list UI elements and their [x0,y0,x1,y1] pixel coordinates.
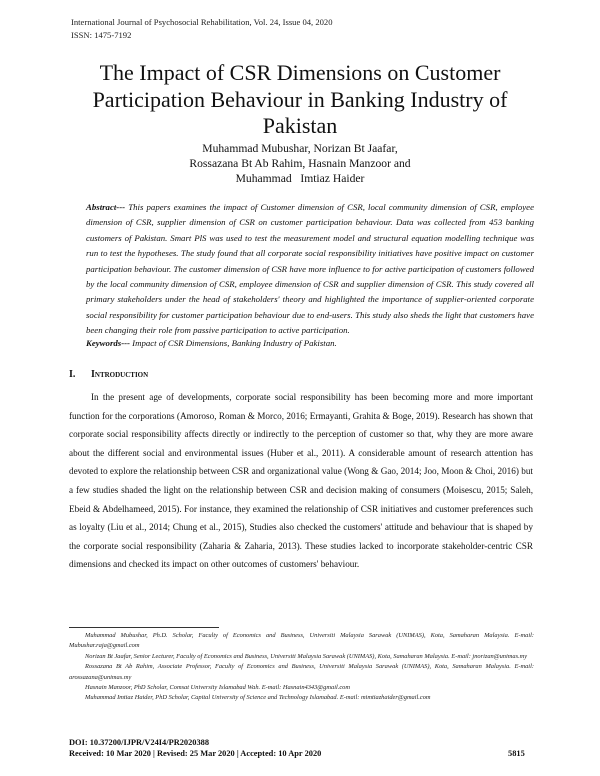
running-header [71,16,333,41]
footnote-divider [69,627,219,628]
issn: ISSN: 1475-7192 [71,29,132,40]
body-text [69,388,533,574]
section-heading [69,368,148,382]
title-line: Pakistan [262,113,338,138]
received-dates: Received: 10 Mar 2020 | Revised: 25 Mar 2020 | Accepted: 10 Apr 2020 [69,749,322,758]
keywords-text: Impact of CSR Dimensions, Banking Industry of Pakistan. [129,338,337,348]
footnote: Norizan Bt Jaafar, Senior Lecturer, Faculty of Economics and Business, Universiti Malaysia Sarawak (UNIMAS), Kota, Samaharan Malaysia. E-mail: jnorizan@unimas.my [85,652,528,660]
section-number: I. [69,369,76,380]
author-line: Rossazana Bt Ab Rahim, Hasnain Manzoor and [189,157,411,171]
abstract-label: Abstract--- [86,202,126,212]
author-line: Muhammad Imtiaz Haider [235,172,365,186]
paper-title [50,60,550,140]
footnote: Muhammad Imtiaz Haider, PhD Scholar, Capital University of Science and Technology Islamabad. E-mail: mimtiazhaider@gmail.com [85,694,431,702]
keywords-label: Keywords--- [86,338,130,348]
footnote: Hasnain Manzoor, PhD Scholar, Comsat University Islamabad Wah. E-mail: Hasnain4343@gmail.com [85,684,350,692]
footnote: Rossazana Bt Ab Rahim, Associate Professor, Faculty of Economics and Business, Universiti Malaysia Sarawak (UNIMAS), Kota, Samaharan Malaysia. E-mail: arossazana@unimas.my [69,663,534,681]
footnote: Muhammad Mubushar, Ph.D. Scholar, Faculty of Economics and Business, Universiti Malaysia Sarawak (UNIMAS), Kota, Samaharan Malaysia. E-mail: Mubushar.raja@gmail.com [69,632,534,650]
page-number: 5815 [508,749,525,758]
author-line: Muhammad Mubushar, Norizan Bt Jaafar, [202,142,398,155]
keywords [86,336,534,350]
journal-citation: International Journal of Psychosocial Rehabilitation, Vol. 24, Issue 04, 2020 [71,17,333,27]
abstract [86,200,534,339]
abstract-text: This papers examines the impact of Customer dimension of CSR, local community dimension of CSR, employee dimension of CSR, supplier dimension of CSR on customer participation behaviour. Data was collected from 453 banking customers of Pakistan. Smart PlS was used to test the measurement model and structural equation modelling technique was run to test the hypotheses. The study found that all corporate social responsibility initiatives have positive impact on customer participation behaviour. The customer dimension of CSR have more influence to for active participation of customers followed by the local community dimension of CSR, employee dimension of CSR and supplier dimension of CSR. This study covered all primary stakeholders under the head of stakeholders' theory and highlighted the importance of supplier-oriented corporate social responsibility for customer participation behaviour due to end-users. This study also sheds the light that customers have been changing their role from passive participation to active participation. [86,202,534,336]
title-line: Participation Behaviour in Banking Industry of [92,86,508,112]
doi: DOI: 10.37200/IJPR/V24I4/PR2020388 [69,738,210,747]
footnotes [69,631,534,704]
paragraph: In the present age of developments, corporate social responsibility has been becoming more and more important function for the corporations (Amoroso, Roman & Morco, 2016; Ermayanti, Grahita & Boge, 2019). Research has shown that corporate social responsibility affects directly or indirectly to the perception of customer so that, why they are more aware about the different social and environmental issues (Huber et al., 2011). A considerable amount of research attention has devoted to explore the relationship between CSR and organizational value (Wong & Gao, 2014; Joo, Moon & Choi, 2016) but a few studies shaded the light on the relationship between CSR and decision making of consumers (Moisescu, 2015; Saleh, Ebeid & Abdelhameed, 2015). For instance, they examined the relationship of CSR initiatives and customer preferences such as loyalty (Liu et al., 2014; Chung et al., 2015), Studies also checked the customers' attitude and behaviour that is shaped by the corporate social responsibility (Zaharia & Zaharia, 2013). These studies lacked to incorporate stakeholder-centric CSR dimensions and checked its impact on other outcomes of customers' behaviour. [69,392,533,570]
author-list [150,141,450,187]
section-title: Introduction [91,369,149,380]
title-line: The Impact of CSR Dimensions on Customer [99,60,501,85]
